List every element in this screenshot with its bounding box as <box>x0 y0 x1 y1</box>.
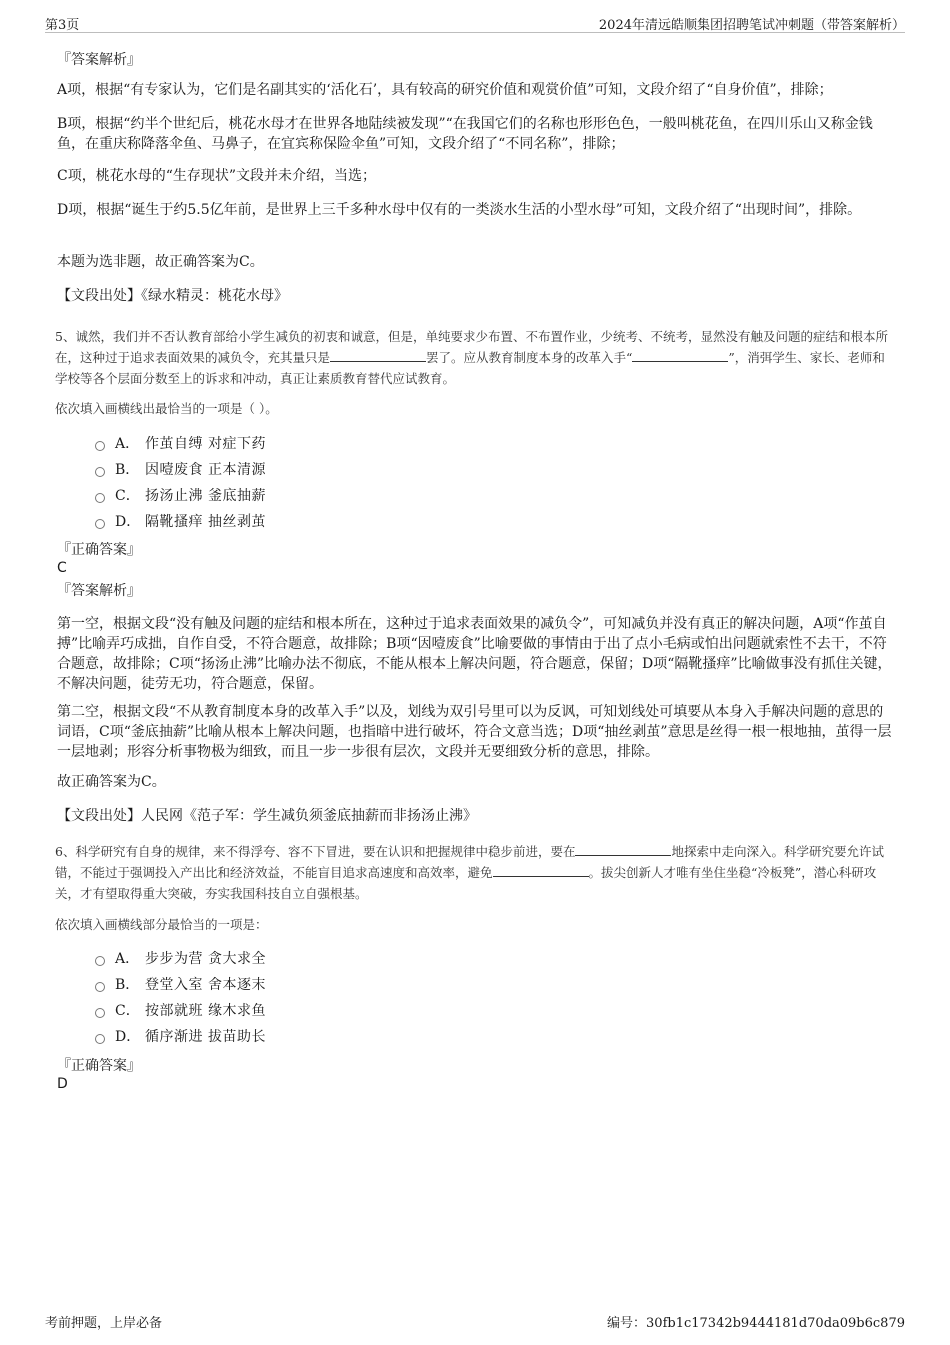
question-5-prompt: 依次填入画横线出最恰当的一项是（ ）。 <box>55 401 278 416</box>
radio-icon[interactable] <box>95 493 105 503</box>
question-6-prompt: 依次填入画横线部分最恰当的一项是： <box>55 917 268 932</box>
correct-answer: C <box>57 560 67 576</box>
analysis-item-d: D项，根据“诞生于约5.5亿年前，是世界上三千多种水母中仅有的一类淡水生活的小型水母”可知，文段介绍了“出现时间”，排除。 <box>57 202 862 218</box>
correct-answer-label: 『正确答案』 <box>57 1058 141 1074</box>
correct-answer-label: 『正确答案』 <box>57 542 141 558</box>
question-5-stem: 5、诚然，我们并不否认教育部给小学生减负的初衷和诚意，但是，单纯要求少布置、不布置作业，少统考、不统考，显然没有触及问题的症结和根本所在，这种过于追求表面效果的减负令，充其量只是 罢了。应从教育制度本身的改革入手“ ”，消弭学生、家长、老师和学校等各个层面分数至上的诉求和冲动，真正让素质教育替代应试教育。 <box>55 329 888 386</box>
page-number: 第3页 <box>45 18 80 33</box>
answer-blank-1 <box>575 843 671 856</box>
analysis-paragraph-1: 第一空，根据文段“没有触及问题的症结和根本所在，这种过于追求表面效果的减负令”，可知减负并没有真正的解决问题，A项“作茧自搏”比喻弄巧成拙，自作自受，不符合题意，故排除；B项“因噎废食”比喻要做的事情由于出了点小毛病或怕出问题就索性不去干，不符合题意，故排除；C项“扬汤止沸”比喻办法不彻底，不能从根本上解决问题，符合题意，保留；D项“隔靴搔痒”比喻做事没有抓住关键，不解决问题，徒劳无功，符合题意，保留。 <box>57 616 892 692</box>
analysis-item-c: C项，桃花水母的“生存现状”文段并未介绍，当选； <box>57 168 377 184</box>
option-b[interactable]: B． 因噎废食 正本清源 <box>95 457 266 483</box>
document-title: 2024年清远皓顺集团招聘笔试冲刺题（带答案解析） <box>598 18 905 33</box>
source-citation: 【文段出处】《绿水精灵：桃花水母》 <box>57 288 288 304</box>
option-d[interactable]: D． 隔靴搔痒 抽丝剥茧 <box>95 509 266 535</box>
radio-icon[interactable] <box>95 956 105 966</box>
radio-icon[interactable] <box>95 1008 105 1018</box>
option-a[interactable]: A． 步步为营 贪大求全 <box>95 946 266 972</box>
analysis-label: 『答案解析』 <box>57 583 141 599</box>
question-6-stem: 6、科学研究有自身的规律，来不得浮夸、容不下冒进，要在认识和把握规律中稳步前进，要在 地探索中走向深入。科学研究要允许试错，不能过于强调投入产出比和经济效益，不能盲目追求高速度和高效率，避免 。拔尖创新人才唯有坐住坐稳“冷板凳”，潜心科研攻关，才有望取得重大突破，夯实我国科技自立自强根基。 <box>55 844 884 901</box>
analysis-label: 『答案解析』 <box>57 52 141 68</box>
analysis-item-b: B项，根据“约半个世纪后，桃花水母才在世界各地陆续被发现”“在我国它们的名称也形形色色，一般叫桃花鱼，在四川乐山又称金钱鱼，在重庆称降落伞鱼、马鼻子，在宜宾称保险伞鱼”可知，文段介绍了“不同名称”，排除； <box>57 116 873 152</box>
correct-answer: D <box>57 1076 68 1092</box>
radio-icon[interactable] <box>95 519 105 529</box>
option-c[interactable]: C． 扬汤止沸 釜底抽薪 <box>95 483 266 509</box>
option-a[interactable]: A． 作茧自缚 对症下药 <box>95 431 266 457</box>
page-header <box>45 12 905 33</box>
question-6-options <box>95 946 266 1050</box>
option-d[interactable]: D． 循序渐进 拔苗助长 <box>95 1024 266 1050</box>
question-5-options <box>95 431 266 535</box>
conclusion: 故正确答案为C。 <box>57 774 166 790</box>
analysis-paragraph-2: 第二空，根据文段“不从教育制度本身的改革入手”以及，划线为双引号里可以为反讽，可知划线处可填要从本身入手解决问题的意思的词语，C项“釜底抽薪”比喻从根本上解决问题，也指暗中进行破坏，符合文意当选；D项“抽丝剥茧”意思是丝得一根一根地抽，茧得一层一层地剥；形容分析事物极为细致，而且一步一步很有层次，文段并无要细致分析的意思，排除。 <box>57 704 892 760</box>
analysis-item-a: A项，根据“有专家认为，它们是名副其实的‘活化石’，具有较高的研究价值和观赏价值”可知，文段介绍了“自身价值”，排除； <box>57 82 833 98</box>
conclusion: 本题为选非题，故正确答案为C。 <box>57 254 264 270</box>
option-b[interactable]: B． 登堂入室 舍本逐末 <box>95 972 266 998</box>
answer-blank-2 <box>493 864 589 877</box>
radio-icon[interactable] <box>95 441 105 451</box>
footer-slogan: 考前押题，上岸必备 <box>45 1316 163 1331</box>
radio-icon[interactable] <box>95 1034 105 1044</box>
radio-icon[interactable] <box>95 982 105 992</box>
radio-icon[interactable] <box>95 467 105 477</box>
document-code: 编号：30fb1c17342b9444181d70da09b6c879 <box>607 1316 905 1331</box>
answer-blank-2 <box>632 349 728 362</box>
option-c[interactable]: C． 按部就班 缘木求鱼 <box>95 998 266 1024</box>
answer-blank-1 <box>330 349 426 362</box>
source-citation: 【文段出处】人民网《范子军：学生减负须釜底抽薪而非扬汤止沸》 <box>57 808 477 824</box>
